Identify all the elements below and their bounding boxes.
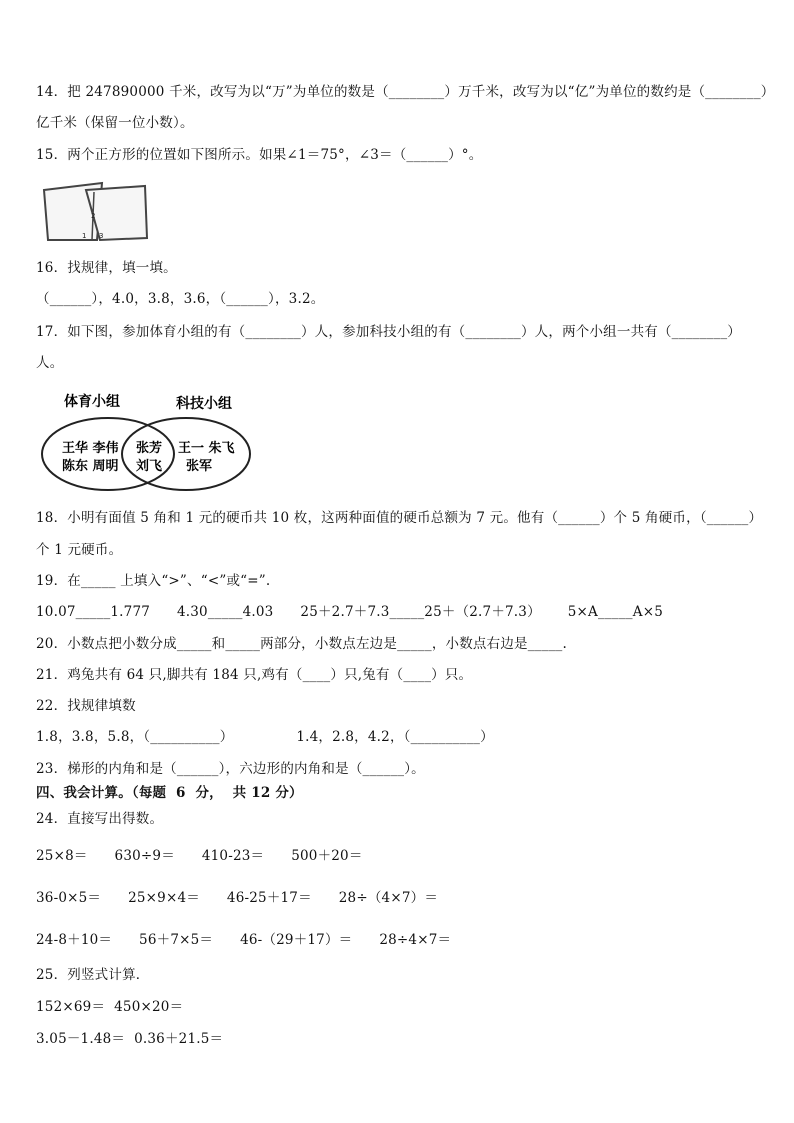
q14-line2: 亿千米（保留一位小数）。	[36, 115, 194, 131]
q24-row3: 24-8＋10＝ 56＋7×5＝ 46-（29＋17）＝ 28÷4×7＝	[36, 932, 452, 948]
q24-row2: 36-0×5＝ 25×9×4＝ 46-25＋17＝ 28÷（4×7）＝	[36, 890, 439, 906]
q16-title: 16．找规律，填一填。	[36, 260, 177, 276]
q15-text: 15．两个正方形的位置如下图所示。如果∠1＝75°，∠3＝（______）°。	[36, 147, 483, 163]
q17-line1: 17．如下图，参加体育小组的有（________）人，参加科技小组的有（________）人，两个小组一共有（________）	[36, 324, 741, 340]
overlap-name-1: 张芳	[136, 441, 163, 456]
q24-row1: 25×8＝ 630÷9＝ 410-23＝ 500＋20＝	[36, 848, 363, 864]
sports-only-names-1: 王华 李伟	[62, 441, 119, 456]
q25-row1: 152×69＝ 450×20＝	[36, 999, 184, 1015]
section-4-heading: 四、我会计算。（每题 6 分， 共 12 分）	[36, 785, 303, 801]
q18-line2: 个 1 元硬币。	[36, 542, 123, 558]
sports-group-title: 体育小组	[64, 394, 120, 410]
q22-title: 22．找规律填数	[36, 698, 136, 714]
q25-title: 25．列竖式计算．	[36, 967, 150, 983]
q14-line1: 14．把 247890000 千米，改写为以“万”为单位的数是（________）万千米，改写为以“亿”为单位的数约是（________）	[36, 84, 775, 100]
q16-sequence: （______），4.0，3.8，3.6，（______），3.2。	[36, 291, 325, 307]
q15-squares-figure	[40, 180, 152, 244]
angle-label-1: 1	[82, 232, 87, 240]
q23-text: 23．梯形的内角和是（______），六边形的内角和是（______）。	[36, 761, 425, 777]
angle-label-2: 2	[91, 212, 96, 220]
venn-diagram	[40, 390, 252, 494]
q25-row2: 3.05－1.48＝ 0.36＋21.5＝	[36, 1031, 224, 1047]
tech-only-names-2: 张军	[186, 459, 213, 474]
q24-title: 24．直接写出得数。	[36, 811, 164, 827]
q19-title: 19．在_____ 上填入“>”、“<”或“=”.	[36, 573, 271, 589]
tech-group-title: 科技小组	[176, 396, 232, 412]
tech-only-names-1: 王一 朱飞	[178, 441, 235, 456]
q20-text: 20．小数点把小数分成_____和_____两部分，小数点左边是_____，小数点右边是_____.	[36, 636, 567, 652]
q17-line2: 人。	[36, 355, 64, 371]
angle-label-3: 3	[99, 232, 104, 240]
q21-text: 21．鸡兔共有 64 只,脚共有 184 只,鸡有（____）只,兔有（____）只。	[36, 667, 473, 683]
q18-line1: 18．小明有面值 5 角和 1 元的硬币共 10 枚，这两种面值的硬币总额为 7 元。他有（______）个 5 角硬币，（______）	[36, 510, 763, 526]
q19-items: 10.07_____1.777 4.30_____4.03 25＋2.7＋7.3_____25＋（2.7＋7.3） 5×A_____A×5	[36, 604, 663, 620]
overlap-name-2: 刘飞	[136, 459, 163, 474]
q22-items: 1.8，3.8，5.8，（__________） 1.4，2.8，4.2，（__________）	[36, 729, 494, 745]
sports-only-names-2: 陈东 周明	[62, 459, 119, 474]
